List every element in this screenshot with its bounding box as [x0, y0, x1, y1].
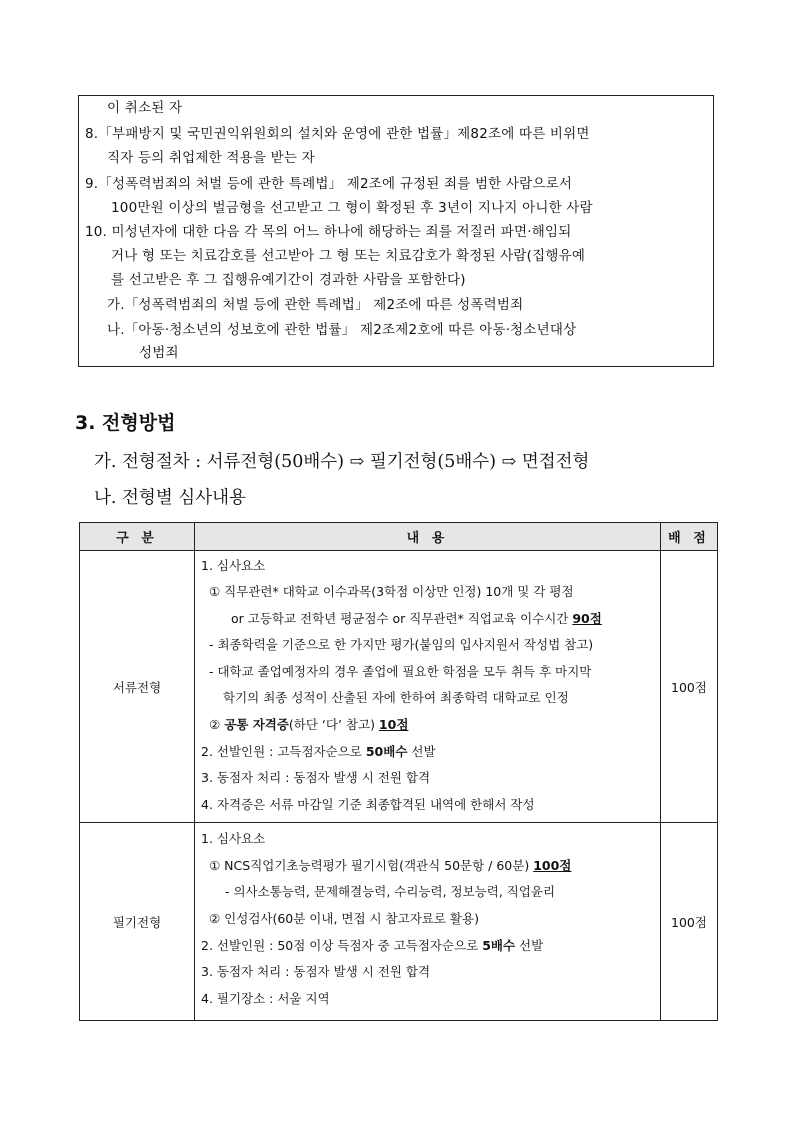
content-text: or 고등학교 전학년 평균점수 or 직무관련* 직업교육 이수시간	[231, 611, 573, 626]
content-line	[201, 744, 436, 760]
header-points: 배 점	[661, 523, 718, 551]
table-header-row	[80, 523, 718, 551]
content-line: 1. 심사요소	[201, 831, 266, 846]
box-line: 이 취소된 자	[107, 100, 183, 116]
row-points: 100점	[661, 823, 718, 1021]
header-content: 내 용	[195, 523, 661, 551]
header-category: 구 분	[80, 523, 195, 551]
content-line	[201, 938, 543, 954]
content-line: - 의사소통능력, 문제해결능력, 수리능력, 정보능력, 직업윤리	[225, 884, 556, 899]
content-line: 4. 자격증은 서류 마감일 기준 최종합격된 내역에 한해서 작성	[201, 797, 535, 812]
content-line: - 대학교 졸업예정자의 경우 졸업에 필요한 학점을 모두 취득 후 마지막	[209, 664, 592, 679]
content-text: 2. 선발인원 : 50점 이상 득점자 중 고득점자순으로	[201, 938, 483, 953]
box-line: 100만원 이상의 벌금형을 선고받고 그 형이 확정된 후 3년이 지나지 아니한 사람	[111, 200, 593, 216]
content-line	[209, 717, 408, 733]
box-line: 가.「성폭력범죄의 처벌 등에 관한 특례법」 제2조에 따른 성폭력범죄	[107, 297, 524, 313]
content-text: 선발	[407, 744, 436, 759]
box-line: 10. 미성년자에 대한 다음 각 목의 어느 하나에 해당하는 죄를 저질러 파면·해임되	[85, 224, 572, 240]
content-bold: 공통 자격증	[224, 717, 289, 732]
box-line: 거나 형 또는 치료감호를 선고받아 그 형 또는 치료감호가 확정된 사람(집행유예	[111, 248, 586, 264]
section-title: 3. 전형방법	[75, 412, 176, 434]
content-line: - 최종학력을 기준으로 한 가지만 평가(붙임의 입사지원서 작성법 참고)	[209, 637, 594, 652]
table-row	[80, 823, 718, 1021]
content-line: 학기의 최종 성적이 산출된 자에 한하여 최종학력 대학교로 인정	[223, 690, 569, 705]
content-line: 1. 심사요소	[201, 558, 266, 573]
content-bold: 50배수	[365, 744, 408, 759]
screening-table	[79, 522, 718, 1021]
review-subtitle: 나. 전형별 심사내용	[94, 488, 246, 508]
content-line	[231, 611, 602, 627]
content-text: (하단 ‘다’ 참고)	[288, 717, 379, 732]
content-line	[209, 858, 571, 874]
box-line: 9.「성폭력범죄의 처벌 등에 관한 특례법」 제2조에 규정된 죄를 범한 사람으로서	[85, 176, 573, 192]
content-text: ②	[209, 717, 225, 732]
row-points: 100점	[661, 551, 718, 823]
row-content	[195, 551, 661, 823]
box-line: 를 선고받은 후 그 집행유예기간이 경과한 사람을 포함한다)	[111, 272, 466, 288]
content-line: ① 직무관련* 대학교 이수과목(3학점 이상만 인정) 10개 및 각 평점	[209, 584, 574, 599]
score-90: 90점	[572, 611, 602, 626]
score-10: 10점	[378, 717, 409, 732]
row-category: 필기전형	[80, 823, 195, 1021]
content-line: ② 인성검사(60분 이내, 면접 시 참고자료로 활용)	[209, 911, 479, 926]
box-line: 성범죄	[139, 345, 179, 361]
content-text: 2. 선발인원 : 고득점자순으로	[201, 744, 366, 759]
table-row	[80, 551, 718, 823]
content-text: 선발	[515, 938, 544, 953]
content-line: 4. 필기장소 : 서울 지역	[201, 991, 330, 1006]
score-100: 100점	[533, 858, 572, 873]
content-line: 3. 동점자 처리 : 동점자 발생 시 전원 합격	[201, 770, 431, 785]
row-category: 서류전형	[80, 551, 195, 823]
procedure-line: 가. 전형절차 : 서류전형(50배수) ⇨ 필기전형(5배수) ⇨ 면접전형	[94, 452, 590, 472]
content-text: ① NCS직업기초능력평가 필기시험(객관식 50문항 / 60분)	[209, 858, 534, 873]
box-line: 8.「부패방지 및 국민권익위원회의 설치와 운영에 관한 법률」제82조에 따른 비위면	[85, 126, 590, 142]
box-line: 직자 등의 취업제한 적용을 받는 자	[107, 150, 315, 166]
disqualification-box	[78, 95, 714, 367]
content-line: 3. 동점자 처리 : 동점자 발생 시 전원 합격	[201, 964, 431, 979]
row-content	[195, 823, 661, 1021]
box-line: 나.「아동·청소년의 성보호에 관한 법률」 제2조제2호에 따른 아동·청소년대상	[107, 322, 577, 338]
content-bold: 5배수	[482, 938, 516, 953]
